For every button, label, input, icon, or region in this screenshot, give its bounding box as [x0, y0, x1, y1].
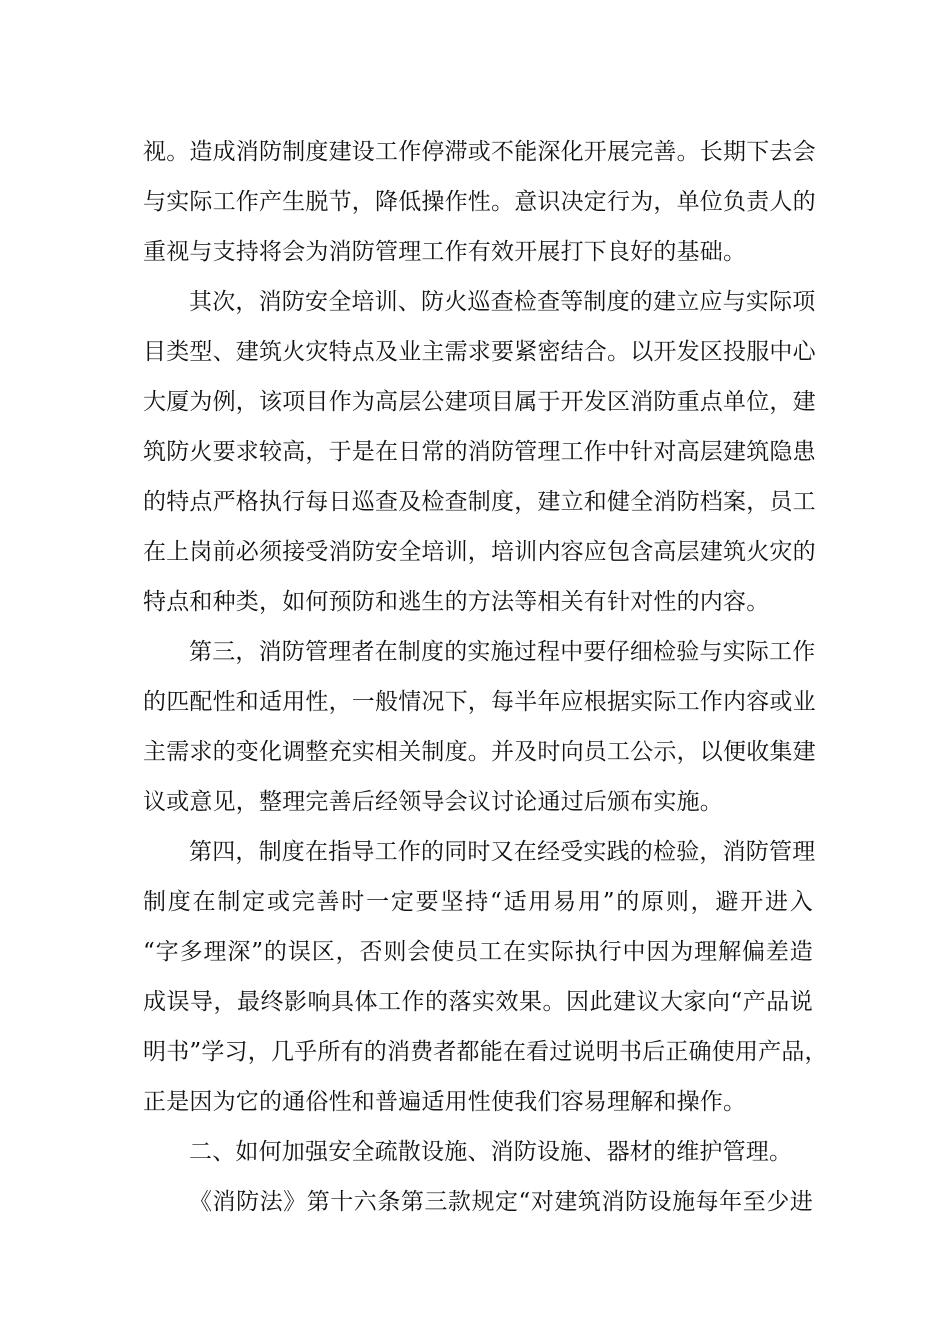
paragraph-2-line-4: 筑防火要求较高，于是在日常的消防管理工作中针对高层建筑隐患: [143, 439, 816, 465]
paragraph-4-line-3: “字多理深”的误区，否则会使员工在实际执行中因为理解偏差造: [143, 939, 813, 965]
paragraph-3-line-3: 主需求的变化调整充实相关制度。并及时向员工公示，以便收集建: [143, 739, 816, 765]
paragraph-4-line-5: 明书”学习，几乎所有的消费者都能在看过说明书后正确使用产品，: [143, 1039, 828, 1065]
paragraph-3-line-1: 第三，消防管理者在制度的实施过程中要仔细检验与实际工作: [189, 639, 816, 665]
paragraph-4-line-2: 制度在制定或完善时一定要坚持“适用易用”的原则，避开进入: [143, 889, 813, 915]
section-heading: 二、如何加强安全疏散设施、消防设施、器材的维护管理。: [189, 1139, 793, 1165]
paragraph-6-line-1: 《消防法》第十六条第三款规定“对建筑消防设施每年至少进: [189, 1189, 813, 1215]
paragraph-1-line-3: 重视与支持将会为消防管理工作有效开展打下良好的基础。: [143, 239, 747, 265]
paragraph-2-line-7: 特点和种类，如何预防和逃生的方法等相关有针对性的内容。: [143, 589, 770, 615]
paragraph-2-line-5: 的特点严格执行每日巡查及检查制度，建立和健全消防档案，员工: [143, 489, 816, 515]
paragraph-4-line-6: 正是因为它的通俗性和普遍适用性使我们容易理解和操作。: [143, 1089, 747, 1115]
paragraph-2-line-3: 大厦为例，该项目作为高层公建项目属于开发区消防重点单位，建: [143, 389, 816, 415]
paragraph-4-line-4: 成误导，最终影响具体工作的落实效果。因此建议大家向“产品说: [143, 989, 813, 1015]
paragraph-4-line-1: 第四，制度在指导工作的同时又在经受实践的检验，消防管理: [189, 839, 816, 865]
paragraph-2-line-1: 其次，消防安全培训、防火巡查检查等制度的建立应与实际项: [189, 289, 816, 315]
paragraph-1-line-1: 视。造成消防制度建设工作停滞或不能深化开展完善。长期下去会: [143, 139, 816, 165]
paragraph-2-line-6: 在上岗前必须接受消防安全培训，培训内容应包含高层建筑火灾的: [143, 539, 816, 565]
paragraph-3-line-2: 的匹配性和适用性，一般情况下，每半年应根据实际工作内容或业: [143, 689, 816, 715]
paragraph-3-line-4: 议或意见，整理完善后经领导会议讨论通过后颁布实施。: [143, 789, 723, 815]
paragraph-1-line-2: 与实际工作产生脱节，降低操作性。意识决定行为，单位负责人的: [143, 189, 816, 215]
paragraph-2-line-2: 目类型、建筑火灾特点及业主需求要紧密结合。以开发区投服中心: [143, 339, 816, 365]
